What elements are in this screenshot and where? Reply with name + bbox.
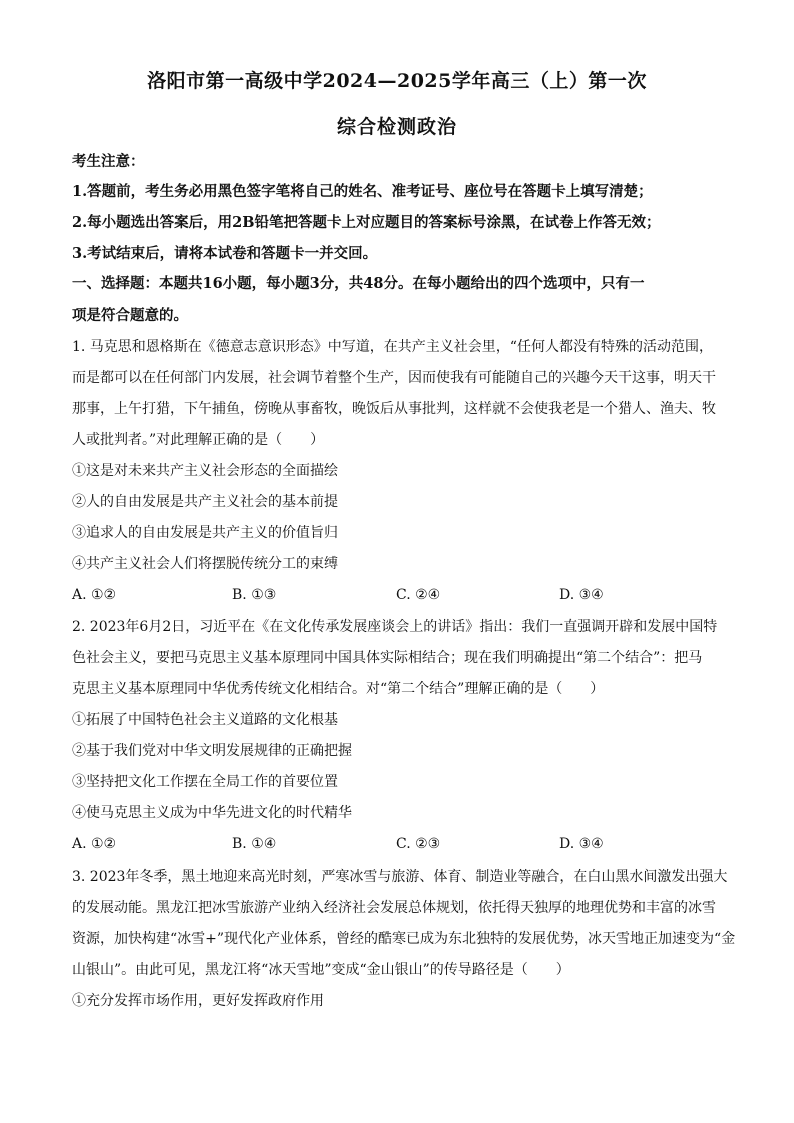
question-2-statement: ③坚持把文化工作摆在全局工作的首要位置	[72, 774, 338, 790]
question-3-stem-line: 资源，加快构建“冰雪+”现代化产业体系，曾经的酷寒已成为东北独特的发展优势，冰天雪地正加速变为“金	[72, 931, 736, 947]
choice-b: B. ①④	[232, 836, 277, 852]
notice-item-1: 1.答题前，考生务必用黑色签字笔将自己的姓名、准考证号、座位号在答题卡上填写清楚；	[72, 183, 653, 200]
question-3-statement: ①充分发挥市场作用，更好发挥政府作用	[72, 993, 324, 1009]
question-1-choices	[72, 585, 732, 605]
question-2	[72, 617, 732, 854]
question-1-stem-line: 而是都可以在任何部门内发展，社会调节着整个生产，因而使我有可能随自己的兴趣今天干这事，明天干	[72, 370, 716, 386]
notice-item-3: 3.考试结束后，请将本试卷和答题卡一并交回。	[72, 245, 378, 262]
choice-d: D. ③④	[559, 836, 604, 852]
section-heading-line1: 一、选择题：本题共16小题，每小题3分，共48分。在每小题给出的四个选项中，只有一	[72, 275, 645, 292]
question-2-statement: ②基于我们党对中华文明发展规律的正确把握	[72, 743, 352, 759]
question-1-stem-line: 那事，上午打猎，下午捕鱼，傍晚从事畜牧，晚饭后从事批判，这样就不会使我老是一个猎人、渔夫、牧	[72, 401, 716, 417]
question-1-statement: ④共产主义社会人们将摆脱传统分工的束缚	[72, 556, 338, 572]
section-heading	[72, 273, 732, 337]
question-2-stem-line: 色社会主义，要把马克思主义基本原理同中国具体实际相结合；现在我们明确提出“第二个结合”：把马	[72, 650, 703, 666]
question-3-stem-line: 山银山”。由此可见，黑龙江将“冰天雪地”变成“金山银山”的传导路径是（ ）	[72, 962, 570, 978]
question-1	[72, 337, 732, 605]
choice-b: B. ①③	[232, 587, 277, 603]
notice-heading: 考生注意：	[72, 153, 145, 170]
choice-c: C. ②④	[396, 587, 441, 603]
choice-c: C. ②③	[396, 836, 441, 852]
question-1-statement: ②人的自由发展是共产主义社会的基本前提	[72, 494, 338, 510]
question-1-stem-line: 1. 马克思和恩格斯在《德意志意识形态》中写道，在共产主义社会里，“任何人都没有特殊的活动范围，	[72, 339, 713, 355]
exam-title-line2: 综合检测政治	[336, 116, 457, 138]
choice-a: A. ①②	[72, 836, 117, 852]
question-2-stem-line: 克思主义基本原理同中华优秀传统文化相结合。对“第二个结合”理解正确的是（ ）	[72, 681, 605, 697]
question-1-statement: ①这是对未来共产主义社会形态的全面描绘	[72, 463, 338, 479]
question-2-choices	[72, 834, 732, 854]
question-1-stem-line: 人或批判者。”对此理解正确的是（ ）	[72, 432, 325, 448]
choice-d: D. ③④	[559, 587, 604, 603]
question-2-stem-line: 2. 2023年6月2日，习近平在《在文化传承发展座谈会上的讲话》指出：我们一直强调开辟和发展中国特	[72, 619, 718, 635]
question-3	[72, 867, 736, 1022]
question-2-statement: ④使马克思主义成为中华先进文化的时代精华	[72, 805, 352, 821]
question-1-statement: ③追求人的自由发展是共产主义的价值旨归	[72, 525, 338, 541]
notice-item-2: 2.每小题选出答案后，用2B铅笔把答题卡上对应题目的答案标号涂黑，在试卷上作答无效；	[72, 214, 661, 231]
question-3-stem-line: 的发展动能。黑龙江把冰雪旅游产业纳入经济社会发展总体规划，依托得天独厚的地理优势和丰富的冰雪	[72, 900, 716, 916]
question-3-stem-line: 3. 2023年冬季，黑土地迎来高光时刻，严寒冰雪与旅游、体育、制造业等融合，在白山黑水间激发出强大	[72, 869, 728, 885]
exam-title-line1: 洛阳市第一高级中学2024—2025学年高三（上）第一次	[147, 70, 647, 92]
question-2-statement: ①拓展了中国特色社会主义道路的文化根基	[72, 712, 338, 728]
section-heading-line2: 项是符合题意的。	[72, 307, 188, 324]
exam-notice	[72, 150, 732, 273]
choice-a: A. ①②	[72, 587, 117, 603]
